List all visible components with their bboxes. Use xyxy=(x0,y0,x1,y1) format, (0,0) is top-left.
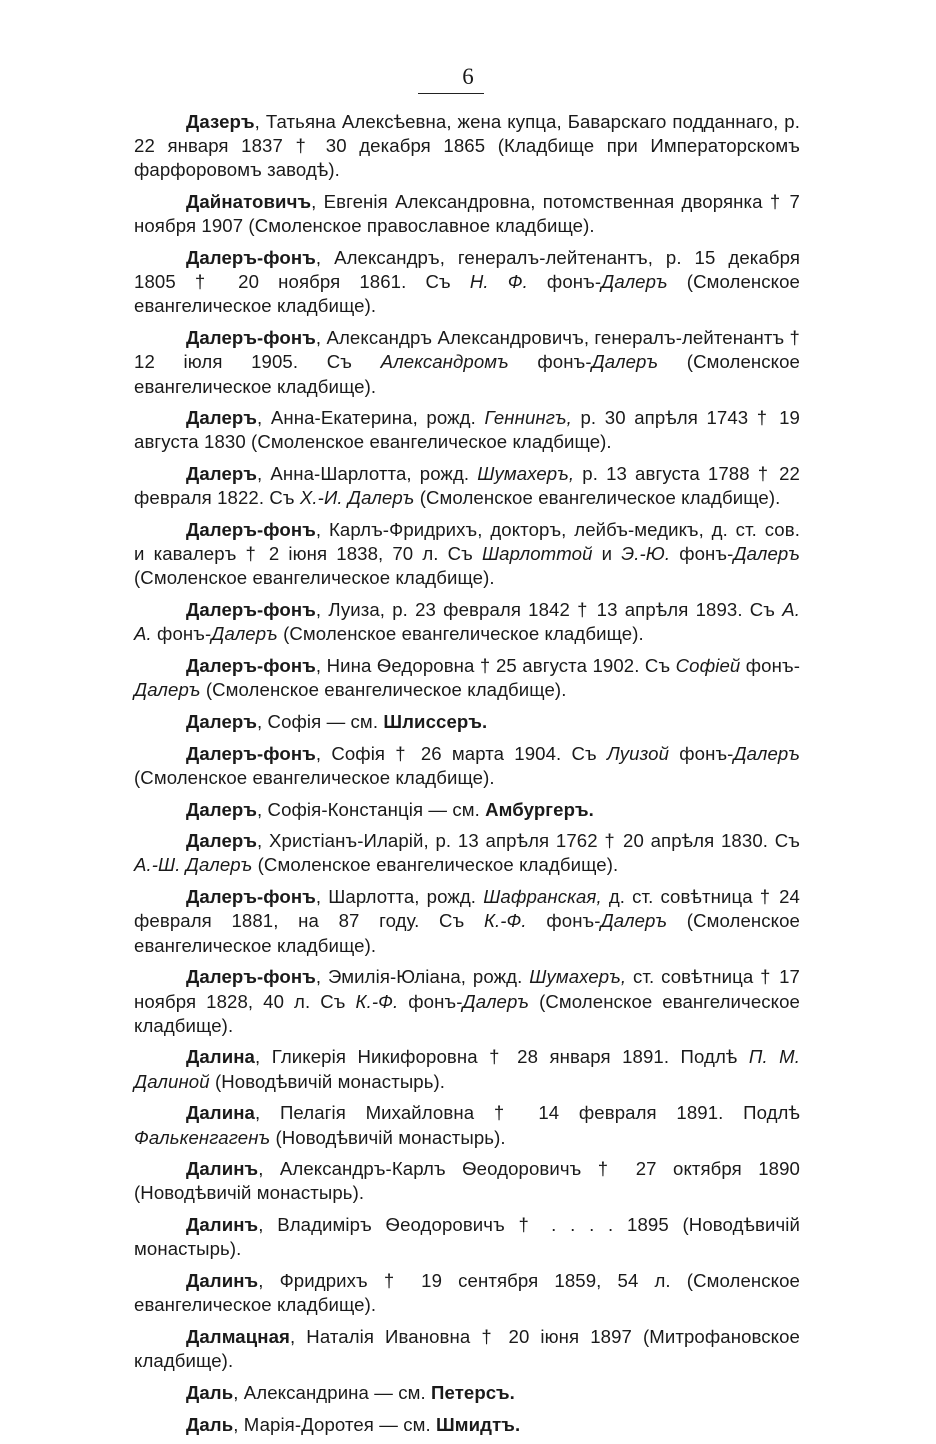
entry-text: , Наталія Ивановна † 20 іюня 1897 (Митрофановское кладбище). xyxy=(134,1325,800,1372)
entry xyxy=(134,1269,800,1317)
entry-text: фонъ- xyxy=(508,351,592,373)
entry xyxy=(134,829,800,877)
entry-reference: Далеръ xyxy=(733,742,800,764)
entry-reference: К.-Ф. xyxy=(355,990,399,1012)
entry-text: , Шарлотта, рожд. xyxy=(315,886,484,908)
entry-text: (Смоленское евангелическое кладбище). xyxy=(134,567,495,589)
entry-text: , Анна-Екатерина, рожд. xyxy=(257,407,485,429)
entry-reference: Н. Ф. xyxy=(469,271,528,293)
entry-text: и xyxy=(592,543,622,565)
entry-reference: Шарлоттой xyxy=(481,543,593,565)
entry-reference: А. А. xyxy=(134,599,800,645)
entry-list xyxy=(134,110,800,1444)
entry-text: , Марія-Доротея — см. xyxy=(233,1413,437,1435)
entry-text: , Пелагія Михайловна † 14 февраля 1891. Подлѣ xyxy=(255,1102,800,1124)
entry-reference: Далеръ xyxy=(462,990,530,1012)
entry xyxy=(134,110,800,183)
entry-text: фонъ- xyxy=(398,990,463,1012)
entry-text: фонъ- xyxy=(670,543,734,565)
entry-reference: Далеръ xyxy=(601,271,668,293)
entry-surname: Далеръ xyxy=(186,710,258,732)
entry-surname: Петерсъ. xyxy=(431,1381,515,1403)
entry-surname: Далеръ-фонъ xyxy=(186,519,316,541)
entry-text: , Эмилія-Юліана, рожд. xyxy=(315,966,530,988)
entry-surname: Далеръ xyxy=(186,798,258,820)
entry xyxy=(134,798,800,822)
entry xyxy=(134,246,800,319)
entry-text: , Луиза, р. 23 февраля 1842 † 13 апрѣля 1893. Съ xyxy=(315,599,783,621)
entry xyxy=(134,742,800,790)
entry-reference: Шумахеръ, xyxy=(477,463,575,485)
entry-reference: Луизой xyxy=(606,742,670,764)
entry-reference: Александромъ xyxy=(380,351,509,373)
entry-reference: Э.-Ю. xyxy=(621,543,671,565)
entry-text: , Евгенія Александровна, потомственная дворянка † 7 ноября 1907 (Смоленское православное кладбище). xyxy=(134,191,800,237)
entry-surname: Даль xyxy=(186,1413,234,1435)
entry xyxy=(134,190,800,238)
entry-reference: А.-Ш. Далеръ xyxy=(134,854,253,876)
entry xyxy=(134,1325,800,1373)
entry-reference: Далеръ xyxy=(134,679,201,701)
entry xyxy=(134,710,800,734)
entry-text: , Софія † 26 марта 1904. Съ xyxy=(315,742,607,764)
entry-surname: Далина xyxy=(186,1046,256,1068)
entry-surname: Даль xyxy=(186,1381,234,1403)
entry-reference: Шафранская, xyxy=(483,886,602,908)
entry xyxy=(134,885,800,958)
entry-surname: Дазеръ xyxy=(186,111,255,132)
entry xyxy=(134,1213,800,1261)
entry-text: (Новодѣвичій монастырь). xyxy=(270,1126,506,1148)
entry-text: фонъ- xyxy=(151,623,212,645)
entry-surname: Далеръ-фонъ xyxy=(186,742,316,764)
entry-reference: Геннингъ, xyxy=(484,407,572,429)
entry-surname: Далинъ xyxy=(186,1158,259,1180)
entry-reference: Далеръ xyxy=(211,623,278,645)
entry-reference: Х.-И. Далеръ xyxy=(299,487,415,509)
entry-text: (Смоленское евангелическое кладбище). xyxy=(134,271,801,317)
entry-text: (Смоленское евангелическое кладбище). xyxy=(134,766,495,788)
entry-text: (Смоленское евангелическое кладбище). xyxy=(200,679,567,701)
entry-surname: Далмацная xyxy=(186,1325,291,1347)
entry-text: (Смоленское евангелическое кладбище). xyxy=(134,990,800,1036)
entry-text: фонъ- xyxy=(526,910,601,932)
entry-surname: Далеръ-фонъ xyxy=(186,247,316,269)
entry-text: , Софія — см. xyxy=(257,710,384,732)
entry-text: (Смоленское евангелическое кладбище). xyxy=(252,854,619,876)
entry xyxy=(134,1381,800,1405)
entry-surname: Амбургеръ. xyxy=(485,798,594,820)
entry-text: фонъ- xyxy=(527,271,602,293)
entry-surname: Далеръ-фонъ xyxy=(186,655,316,677)
entry-surname: Шмидтъ. xyxy=(436,1413,521,1435)
entry-surname: Далеръ xyxy=(186,463,258,485)
entry-text: (Смоленское евангелическое кладбище). xyxy=(134,910,800,956)
entry-text: , Александрина — см. xyxy=(233,1381,432,1403)
entry-text: , Александръ, генералъ-лейтенантъ, р. 15 декабря 1805 † 20 ноября 1861. Съ xyxy=(134,247,800,293)
entry xyxy=(134,518,800,591)
entry xyxy=(134,1413,800,1437)
entry-text: , Александръ-Карлъ Ѳеодоровичъ † 27 октября 1890 (Новодѣвичій монастырь). xyxy=(134,1158,800,1204)
entry xyxy=(134,1045,800,1093)
entry-text: , Софія-Констанція — см. xyxy=(257,798,486,820)
entry-reference: Софіей xyxy=(675,655,741,677)
entry-reference: К.-Ф. xyxy=(483,910,527,932)
page-number-rule xyxy=(418,93,484,94)
entry-text: р. 30 апрѣля 1743 † 19 августа 1830 (Смоленское евангелическое кладбище). xyxy=(134,407,800,453)
entry-surname: Далеръ-фонъ xyxy=(186,327,316,349)
entry-surname: Далина xyxy=(186,1102,256,1124)
entry-reference: Далеръ xyxy=(591,351,659,373)
entry-text: , Карлъ-Фридрихъ, докторъ, лейбъ-медикъ, д. ст. сов. и кавалеръ † 2 іюня 1838, 70 л. Съ xyxy=(134,519,800,565)
entry-reference: Далеръ xyxy=(600,910,668,932)
entry-surname: Далинъ xyxy=(186,1214,259,1236)
entry-text: ст. совѣтница † 17 ноября 1828, 40 л. Съ xyxy=(134,966,800,1012)
entry-reference: П. М. Далиной xyxy=(134,1046,801,1092)
entry-reference: Далеръ xyxy=(733,543,800,565)
entry-text: (Смоленское евангелическое кладбище). xyxy=(277,623,644,645)
entry-reference: Фалькенгагенъ xyxy=(134,1126,271,1148)
entry xyxy=(134,654,800,702)
entry-text: , Нина Ѳедоровна † 25 августа 1902. Съ xyxy=(315,655,676,677)
entry-text: (Смоленское евангелическое кладбище). xyxy=(414,487,781,509)
page-number: 6 xyxy=(462,64,474,89)
entry-text: (Смоленское евангелическое кладбище). xyxy=(134,351,800,397)
entry-text: , Фридрихъ † 19 сентября 1859, 54 л. (Смоленское евангелическое кладбище). xyxy=(134,1270,800,1316)
entry-surname: Шлиссеръ. xyxy=(383,710,488,732)
entry-text: , Александръ Александровичъ, генералъ-лейтенантъ † 12 іюля 1905. Съ xyxy=(134,327,800,373)
entry xyxy=(134,406,800,454)
entry-text: (Новодѣвичій монастырь). xyxy=(209,1070,446,1092)
entry xyxy=(134,326,800,399)
entry-text: р. 13 августа 1788 † 22 февраля 1822. Съ xyxy=(134,463,800,509)
entry-surname: Далеръ-фонъ xyxy=(186,599,316,621)
entry-text: , Владиміръ Ѳеодоровичъ † . . . . 1895 (Новодѣвичій монастырь). xyxy=(134,1214,800,1260)
entry-text: фонъ- xyxy=(669,742,734,764)
entry xyxy=(134,598,800,646)
entry-text: фонъ- xyxy=(740,655,800,677)
entry-surname: Далеръ xyxy=(186,830,258,852)
entry-text: , Татьяна Алексѣевна, жена купца, Баварскаго подданнаго, р. 22 января 1837 † 30 декабря 1865 (Кладбище при Императорскомъ фарфоровомъ заводѣ). xyxy=(134,111,800,181)
entry xyxy=(134,1101,800,1149)
entry-text: , Христіанъ-Иларій, р. 13 апрѣля 1762 † 20 апрѣля 1830. Съ xyxy=(257,830,800,852)
entry-text: , Анна-Шарлотта, рожд. xyxy=(257,463,478,485)
entry-surname: Далеръ-фонъ xyxy=(186,966,316,988)
entry xyxy=(134,965,800,1038)
entry-surname: Далеръ-фонъ xyxy=(186,886,316,908)
entry-text: д. ст. совѣтница † 24 февраля 1881, на 87 году. Съ xyxy=(134,886,800,932)
entry-surname: Далеръ xyxy=(186,407,258,429)
entry-reference: Шумахеръ, xyxy=(529,966,627,988)
entry-text: , Гликерія Никифоровна † 28 января 1891. Подлѣ xyxy=(255,1046,749,1068)
entry-surname: Далинъ xyxy=(186,1270,259,1292)
entry xyxy=(134,1157,800,1205)
entry-surname: Дайнатовичъ xyxy=(186,191,312,213)
entry xyxy=(134,462,800,510)
